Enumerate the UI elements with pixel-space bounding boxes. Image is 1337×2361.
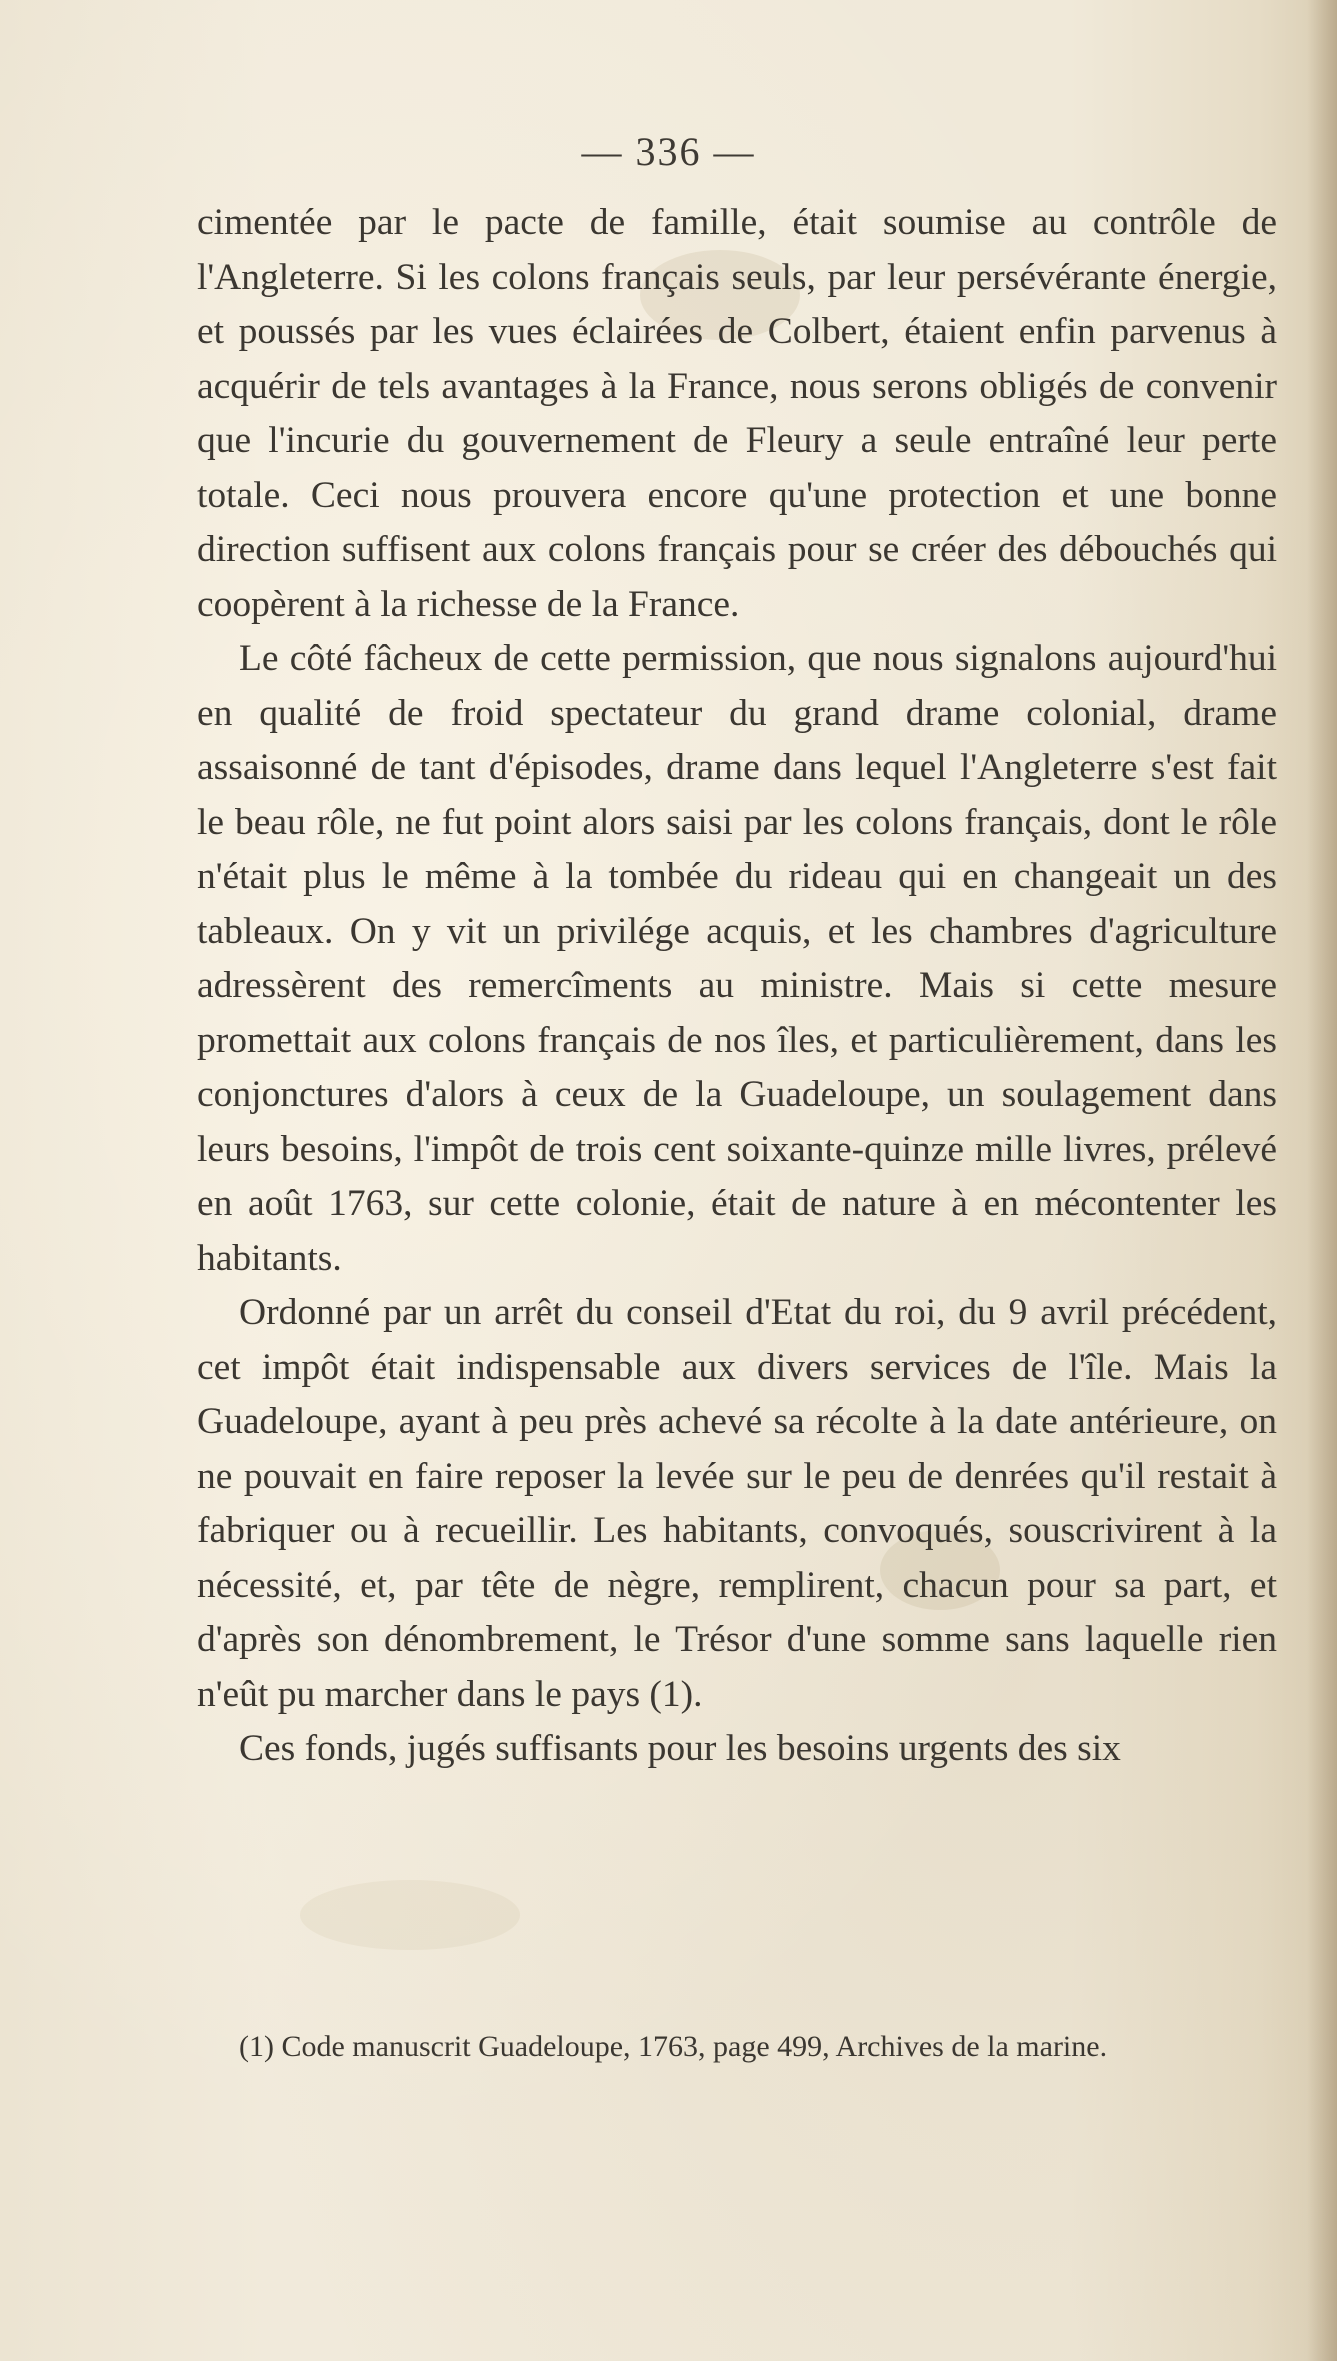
footnote: (1) Code manuscrit Guadeloupe, 1763, page 499, Archives de la marine. — [239, 2030, 1108, 2063]
page-number: — 336 — — [581, 129, 756, 174]
paper-stain — [300, 1880, 520, 1950]
paragraph: cimentée par le pacte de famille, était soumise au contrôle de l'Angleterre. Si les colons français seuls, par leur persévérante énergie, et poussés par les vues éclairées de Colbert, étaient enfin parvenus à acquérir de tels avantages à la France, nous serons obligés de convenir que l'incurie du gouvernement de Fleury a seule entraîné leur perte totale. Ceci nous prouvera encore qu'une protection et une bonne direction suffisent aux colons français pour se créer des débouchés qui coopèrent à la richesse de la France. — [197, 202, 1277, 625]
body-text — [197, 196, 1277, 1777]
page-edge-shadow — [1307, 0, 1337, 2361]
paragraph: Ordonné par un arrêt du conseil d'Etat du roi, du 9 avril précédent, cet impôt était indispensable aux divers services de l'île. Mais la Guadeloupe, ayant à peu près achevé sa récolte à la date antérieure, on ne pouvait en faire reposer la levée sur le peu de denrées qu'il restait à fabriquer ou à recueillir. Les habitants, convoqués, souscrivirent à la nécessité, et, par tête de nègre, remplirent, chacun pour sa part, et d'après son dénombrement, le Trésor d'une somme sans laquelle rien n'eût pu marcher dans le pays (1). — [197, 1292, 1277, 1715]
paragraph: Le côté fâcheux de cette permission, que nous signalons aujourd'hui en qualité de froid spectateur du grand drame colonial, drame assaisonné de tant d'épisodes, drame dans lequel l'Angleterre s'est fait le beau rôle, ne fut point alors saisi par les colons français, dont le rôle n'était plus le même à la tombée du rideau qui en changeait un des tableaux. On y vit un privilége acquis, et les chambres d'agriculture adressèrent des remercîments au ministre. Mais si cette mesure promettait aux colons français de nos îles, et particulièrement, dans les conjonctures d'alors à ceux de la Guadeloupe, un soulagement dans leurs besoins, l'impôt de trois cent soixante-quinze mille livres, prélevé en août 1763, sur cette colonie, était de nature à en mécontenter les habitants. — [197, 638, 1277, 1279]
paragraph: Ces fonds, jugés suffisants pour les besoins urgents des six — [239, 1728, 1121, 1769]
